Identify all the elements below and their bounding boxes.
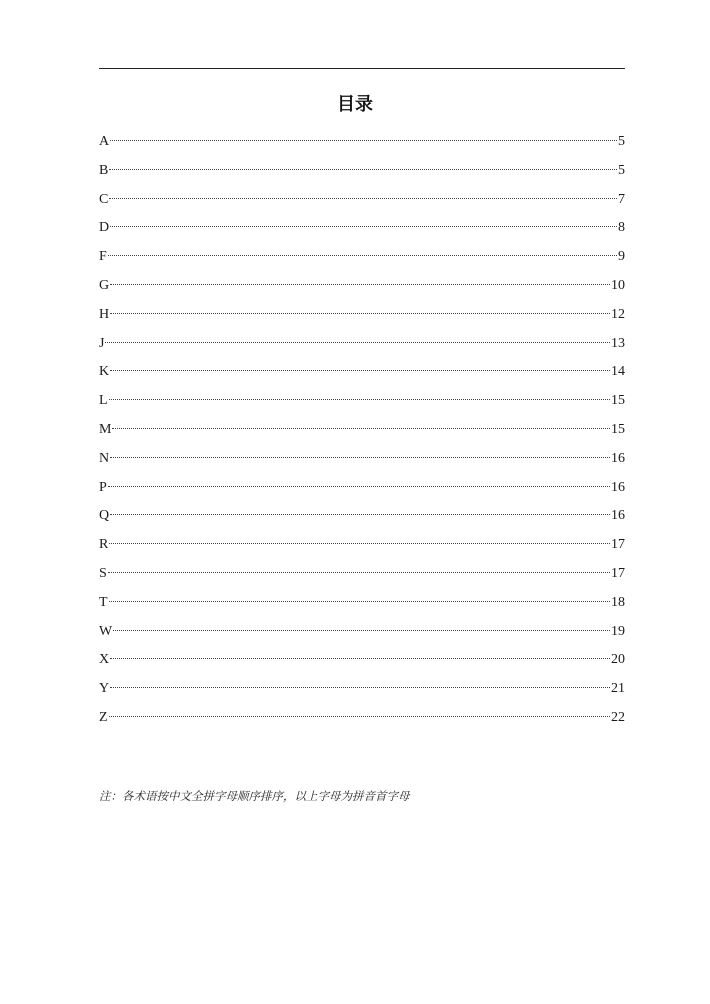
toc-entry[interactable] bbox=[99, 447, 625, 476]
toc-entry[interactable] bbox=[99, 216, 625, 245]
header-rule bbox=[99, 68, 625, 69]
toc-entry-letter: W bbox=[99, 623, 113, 639]
toc-entry-letter: M bbox=[99, 421, 112, 437]
toc-entry-page-number: 7 bbox=[618, 191, 625, 207]
toc-leader-dots bbox=[109, 399, 610, 400]
toc-entry-letter: G bbox=[99, 277, 110, 293]
toc-list bbox=[99, 130, 625, 735]
toc-leader-dots bbox=[109, 198, 617, 199]
toc-entry[interactable] bbox=[99, 274, 625, 303]
toc-leader-dots bbox=[112, 428, 610, 429]
toc-entry[interactable] bbox=[99, 245, 625, 274]
toc-entry-page-number: 5 bbox=[618, 162, 625, 178]
toc-entry-letter: F bbox=[99, 249, 107, 265]
toc-entry-page-number: 8 bbox=[618, 220, 625, 236]
toc-leader-dots bbox=[110, 226, 617, 227]
toc-leader-dots bbox=[109, 716, 610, 717]
toc-leader-dots bbox=[109, 543, 610, 544]
toc-leader-dots bbox=[110, 313, 610, 314]
toc-leader-dots bbox=[110, 457, 610, 458]
toc-entry-page-number: 5 bbox=[618, 134, 625, 149]
toc-entry-page-number: 17 bbox=[611, 537, 625, 553]
toc-entry-page-number: 12 bbox=[611, 306, 625, 322]
toc-entry-letter: N bbox=[99, 450, 110, 466]
toc-entry-page-number: 13 bbox=[611, 335, 625, 351]
toc-entry[interactable] bbox=[99, 562, 625, 591]
toc-entry-letter: B bbox=[99, 162, 109, 178]
toc-entry-page-number: 16 bbox=[611, 479, 625, 495]
toc-entry-page-number: 16 bbox=[611, 450, 625, 466]
toc-entry-letter: Y bbox=[99, 681, 110, 697]
toc-entry-letter: J bbox=[99, 335, 105, 351]
toc-entry-letter: T bbox=[99, 594, 108, 610]
toc-leader-dots bbox=[108, 486, 610, 487]
toc-leader-dots bbox=[110, 140, 617, 141]
toc-entry-letter: X bbox=[99, 652, 110, 668]
toc-entry[interactable] bbox=[99, 620, 625, 649]
toc-entry-letter: C bbox=[99, 191, 109, 207]
toc-entry-letter: S bbox=[99, 565, 107, 581]
toc-entry[interactable] bbox=[99, 303, 625, 332]
toc-leader-dots bbox=[108, 572, 610, 573]
toc-leader-dots bbox=[110, 284, 610, 285]
toc-entry-page-number: 17 bbox=[611, 565, 625, 581]
toc-entry[interactable] bbox=[99, 332, 625, 361]
toc-leader-dots bbox=[110, 687, 610, 688]
toc-leader-dots bbox=[109, 169, 617, 170]
toc-leader-dots bbox=[108, 255, 617, 256]
toc-leader-dots bbox=[110, 370, 610, 371]
toc-entry[interactable] bbox=[99, 159, 625, 188]
toc-leader-dots bbox=[110, 514, 610, 515]
toc-entry[interactable] bbox=[99, 677, 625, 706]
toc-leader-dots bbox=[109, 601, 610, 602]
toc-entry-page-number: 19 bbox=[611, 623, 625, 639]
toc-entry[interactable] bbox=[99, 591, 625, 620]
toc-leader-dots bbox=[105, 342, 610, 343]
toc-entry[interactable] bbox=[99, 706, 625, 735]
toc-entry-page-number: 20 bbox=[611, 652, 625, 668]
toc-entry-page-number: 14 bbox=[611, 364, 625, 380]
toc-entry-page-number: 22 bbox=[611, 709, 625, 725]
toc-entry-letter: Q bbox=[99, 508, 110, 524]
toc-entry-page-number: 16 bbox=[611, 508, 625, 524]
toc-entry-letter: L bbox=[99, 393, 108, 409]
toc-entry-page-number: 9 bbox=[618, 249, 625, 265]
toc-entry[interactable] bbox=[99, 360, 625, 389]
toc-entry[interactable] bbox=[99, 476, 625, 505]
toc-entry[interactable] bbox=[99, 389, 625, 418]
toc-entry-letter: H bbox=[99, 306, 110, 322]
toc-leader-dots bbox=[113, 630, 610, 631]
toc-leader-dots bbox=[110, 658, 610, 659]
toc-entry[interactable] bbox=[99, 504, 625, 533]
toc-entry[interactable] bbox=[99, 130, 625, 159]
toc-entry-letter: A bbox=[99, 134, 110, 149]
toc-entry-letter: K bbox=[99, 364, 110, 380]
toc-entry[interactable] bbox=[99, 418, 625, 447]
toc-entry[interactable] bbox=[99, 648, 625, 677]
toc-entry-page-number: 18 bbox=[611, 594, 625, 610]
toc-entry-letter: R bbox=[99, 537, 109, 553]
toc-entry-page-number: 15 bbox=[611, 421, 625, 437]
toc-entry-page-number: 15 bbox=[611, 393, 625, 409]
toc-entry[interactable] bbox=[99, 188, 625, 217]
toc-entry-letter: P bbox=[99, 479, 107, 495]
footnote: 注：各术语按中文全拼字母顺序排序，以上字母为拼音首字母 bbox=[99, 789, 410, 803]
toc-entry-letter: D bbox=[99, 220, 110, 236]
toc-entry[interactable] bbox=[99, 533, 625, 562]
toc-entry-letter: Z bbox=[99, 709, 108, 725]
toc-entry-page-number: 10 bbox=[611, 277, 625, 293]
page-title: 目录 bbox=[337, 94, 373, 115]
toc-entry-page-number: 21 bbox=[611, 681, 625, 697]
